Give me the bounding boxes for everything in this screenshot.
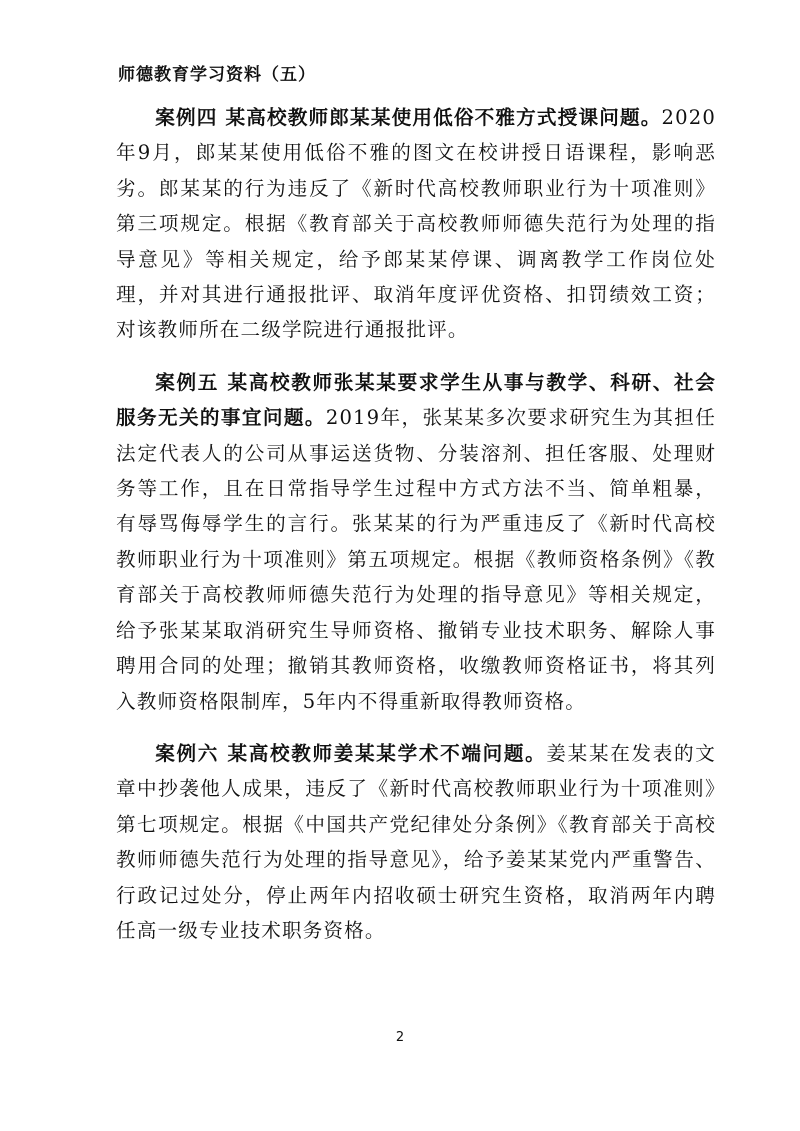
document-body <box>116 100 716 965</box>
case-paragraph-5 <box>116 365 716 719</box>
case-body-5: 2019年，张某某多次要求研究生为其担任法定代表人的公司从事运送货物、分装溶剂、担任客服、处理财务等工作，且在日常指导学生过程中方式方法不当、简单粗暴，有辱骂侮辱学生的言行。张某某的行为严重违反了《新时代高校教师职业行为十项准则》第五项规定。根据《教师资格条例》《教育部关于高校教师师德失范行为处理的指导意见》等相关规定，给予张某某取消研究生导师资格、撤销专业技术职务、解除人事聘用合同的处理；撤销其教师资格，收缴教师资格证书，将其列入教师资格限制库，5年内不得重新取得教师资格。 <box>116 406 716 713</box>
page-number: 2 <box>395 1030 405 1045</box>
case-body-6: 姜某某在发表的文章中抄袭他人成果，违反了《新时代高校教师职业行为十项准则》第七项规定。根据《中国共产党纪律处分条例》《教育部关于高校教师师德失范行为处理的指导意见》，给予姜某某党内严重警告、行政记过处分，停止两年内招收硕士研究生资格，取消两年内聘任高一级专业技术职务资格。 <box>116 741 717 942</box>
case-title-6: 案例六 某高校教师姜某某学术不端问题。 <box>155 741 547 765</box>
case-body-4: 2020年9月，郎某某使用低俗不雅的图文在校讲授日语课程，影响恶劣。郎某某的行为违反了《新时代高校教师职业行为十项准则》第三项规定。根据《教育部关于高校教师师德失范行为处理的指导意见》等相关规定，给予郎某某停课、调离教学工作岗位处理，并对其进行通报批评、取消年度评优资格、扣罚绩效工资；对该教师所在二级学院进行通报批评。 <box>116 106 716 342</box>
case-title-4: 案例四 某高校教师郎某某使用低俗不雅方式授课问题。 <box>155 106 662 129</box>
case-title-5: 案例五 某高校教师张某某要求学生从事与教学、科研、社会服务无关的事宜问题。 <box>116 370 716 430</box>
case-paragraph-6 <box>116 736 716 948</box>
page-header: 师德教育学习资料（五） <box>118 65 316 85</box>
case-paragraph-4 <box>116 100 716 348</box>
